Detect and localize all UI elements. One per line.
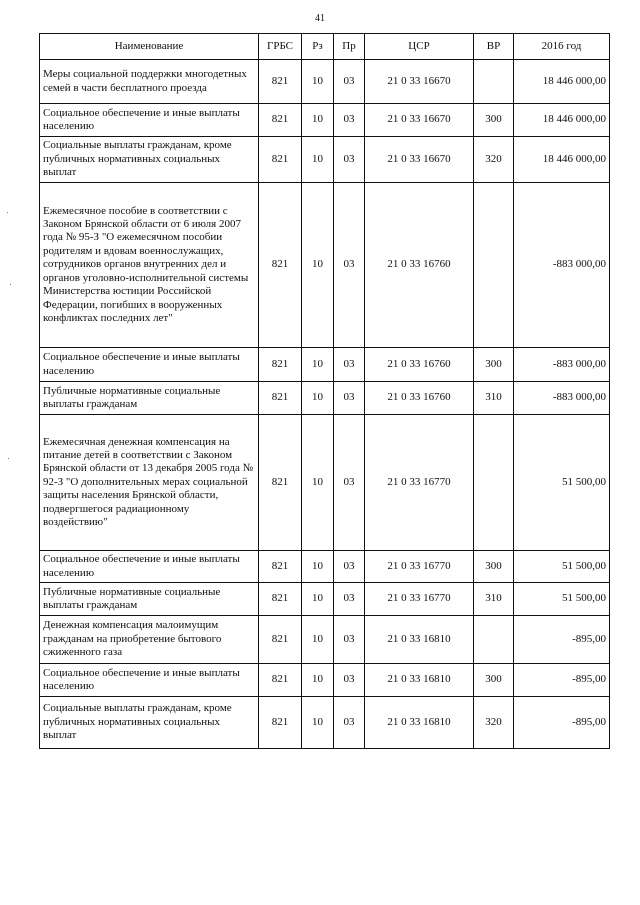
cell-vr: 300: [474, 104, 514, 137]
cell-pr: 03: [334, 183, 365, 348]
cell-grbs: 821: [259, 348, 302, 382]
table-row: [40, 664, 610, 697]
table-row: [40, 60, 610, 104]
table-row: [40, 616, 610, 664]
cell-rz: 10: [302, 551, 334, 583]
cell-pr: 03: [334, 583, 365, 616]
cell-amount: -895,00: [514, 616, 610, 664]
cell-amount: -883 000,00: [514, 348, 610, 382]
cell-grbs: 821: [259, 60, 302, 104]
table-header-row: [40, 34, 610, 60]
cell-grbs: 821: [259, 616, 302, 664]
cell-grbs: 821: [259, 697, 302, 749]
cell-csr: 21 0 33 16760: [365, 382, 474, 415]
cell-vr: [474, 60, 514, 104]
table-row: [40, 583, 610, 616]
cell-name: Социальные выплаты гражданам, кроме публичных нормативных социальных выплат: [40, 697, 259, 749]
cell-csr: 21 0 33 16770: [365, 551, 474, 583]
cell-pr: 03: [334, 348, 365, 382]
cell-grbs: 821: [259, 137, 302, 183]
cell-pr: 03: [334, 697, 365, 749]
cell-name: Меры социальной поддержки многодетных семей в части бесплатного проезда: [40, 60, 259, 104]
cell-pr: 03: [334, 60, 365, 104]
cell-grbs: 821: [259, 583, 302, 616]
header-vr: ВР: [474, 34, 514, 60]
cell-rz: 10: [302, 104, 334, 137]
cell-grbs: 821: [259, 104, 302, 137]
cell-csr: 21 0 33 16760: [365, 348, 474, 382]
cell-csr: 21 0 33 16670: [365, 60, 474, 104]
cell-amount: 51 500,00: [514, 415, 610, 551]
cell-vr: 300: [474, 348, 514, 382]
cell-pr: 03: [334, 104, 365, 137]
table-row: [40, 183, 610, 348]
cell-name: Социальные выплаты гражданам, кроме публичных нормативных социальных выплат: [40, 137, 259, 183]
cell-vr: [474, 415, 514, 551]
cell-rz: 10: [302, 697, 334, 749]
cell-csr: 21 0 33 16770: [365, 415, 474, 551]
cell-rz: 10: [302, 183, 334, 348]
cell-amount: -895,00: [514, 664, 610, 697]
cell-amount: 18 446 000,00: [514, 137, 610, 183]
cell-csr: 21 0 33 16810: [365, 664, 474, 697]
cell-name: Социальное обеспечение и иные выплаты населению: [40, 348, 259, 382]
budget-table: [39, 33, 610, 749]
cell-grbs: 821: [259, 183, 302, 348]
table-row: [40, 697, 610, 749]
cell-pr: 03: [334, 382, 365, 415]
cell-vr: 310: [474, 583, 514, 616]
table-row: [40, 382, 610, 415]
cell-rz: 10: [302, 60, 334, 104]
cell-grbs: 821: [259, 415, 302, 551]
header-rz: Рз: [302, 34, 334, 60]
cell-name: Ежемесячная денежная компенсация на питание детей в соответствии с Законом Брянской области от 13 декабря 2005 года № 92-З "О дополнительных мерах социальной защиты населения Брянской области, подвергшегося радиационному воздействию": [40, 415, 259, 551]
cell-vr: [474, 616, 514, 664]
cell-pr: 03: [334, 616, 365, 664]
header-year: 2016 год: [514, 34, 610, 60]
cell-pr: 03: [334, 415, 365, 551]
table-row: [40, 348, 610, 382]
cell-name: Социальное обеспечение и иные выплаты населению: [40, 551, 259, 583]
cell-csr: 21 0 33 16670: [365, 104, 474, 137]
cell-pr: 03: [334, 664, 365, 697]
cell-name: Социальное обеспечение и иные выплаты населению: [40, 104, 259, 137]
cell-amount: -883 000,00: [514, 382, 610, 415]
cell-name: Публичные нормативные социальные выплаты гражданам: [40, 382, 259, 415]
cell-rz: 10: [302, 348, 334, 382]
cell-csr: 21 0 33 16670: [365, 137, 474, 183]
cell-csr: 21 0 33 16810: [365, 616, 474, 664]
cell-rz: 10: [302, 415, 334, 551]
cell-rz: 10: [302, 137, 334, 183]
cell-name: Публичные нормативные социальные выплаты гражданам: [40, 583, 259, 616]
cell-vr: 300: [474, 551, 514, 583]
scan-speck: [7, 212, 8, 213]
cell-pr: 03: [334, 137, 365, 183]
header-grbs: ГРБС: [259, 34, 302, 60]
cell-name: Денежная компенсация малоимущим гражданам на приобретение бытового сжиженного газа: [40, 616, 259, 664]
cell-csr: 21 0 33 16810: [365, 697, 474, 749]
cell-vr: 310: [474, 382, 514, 415]
cell-vr: 320: [474, 137, 514, 183]
cell-amount: 51 500,00: [514, 583, 610, 616]
scan-speck: [10, 284, 11, 285]
cell-rz: 10: [302, 583, 334, 616]
header-pr: Пр: [334, 34, 365, 60]
table-row: [40, 551, 610, 583]
table-row: [40, 137, 610, 183]
cell-amount: -883 000,00: [514, 183, 610, 348]
header-csr: ЦСР: [365, 34, 474, 60]
cell-grbs: 821: [259, 382, 302, 415]
cell-csr: 21 0 33 16760: [365, 183, 474, 348]
cell-name: Социальное обеспечение и иные выплаты населению: [40, 664, 259, 697]
cell-rz: 10: [302, 664, 334, 697]
cell-grbs: 821: [259, 551, 302, 583]
cell-amount: 51 500,00: [514, 551, 610, 583]
page-number: 41: [315, 13, 325, 24]
cell-pr: 03: [334, 551, 365, 583]
header-name: Наименование: [40, 34, 259, 60]
cell-grbs: 821: [259, 664, 302, 697]
cell-amount: 18 446 000,00: [514, 60, 610, 104]
table-row: [40, 415, 610, 551]
cell-rz: 10: [302, 616, 334, 664]
table-row: [40, 104, 610, 137]
cell-rz: 10: [302, 382, 334, 415]
cell-amount: -895,00: [514, 697, 610, 749]
cell-vr: 300: [474, 664, 514, 697]
scan-speck: [8, 458, 9, 459]
cell-vr: [474, 183, 514, 348]
cell-amount: 18 446 000,00: [514, 104, 610, 137]
cell-name: Ежемесячное пособие в соответствии с Законом Брянской области от 6 июля 2007 года № 95-З "О ежемесячном пособии родителям и вдовам военнослужащих, сотрудников органов внутренних дел и органов уголовно-исполнительной системы Министерства юстиции Российской Федерации, погибших в вооруженных конфликтах последних лет": [40, 183, 259, 348]
cell-csr: 21 0 33 16770: [365, 583, 474, 616]
cell-vr: 320: [474, 697, 514, 749]
